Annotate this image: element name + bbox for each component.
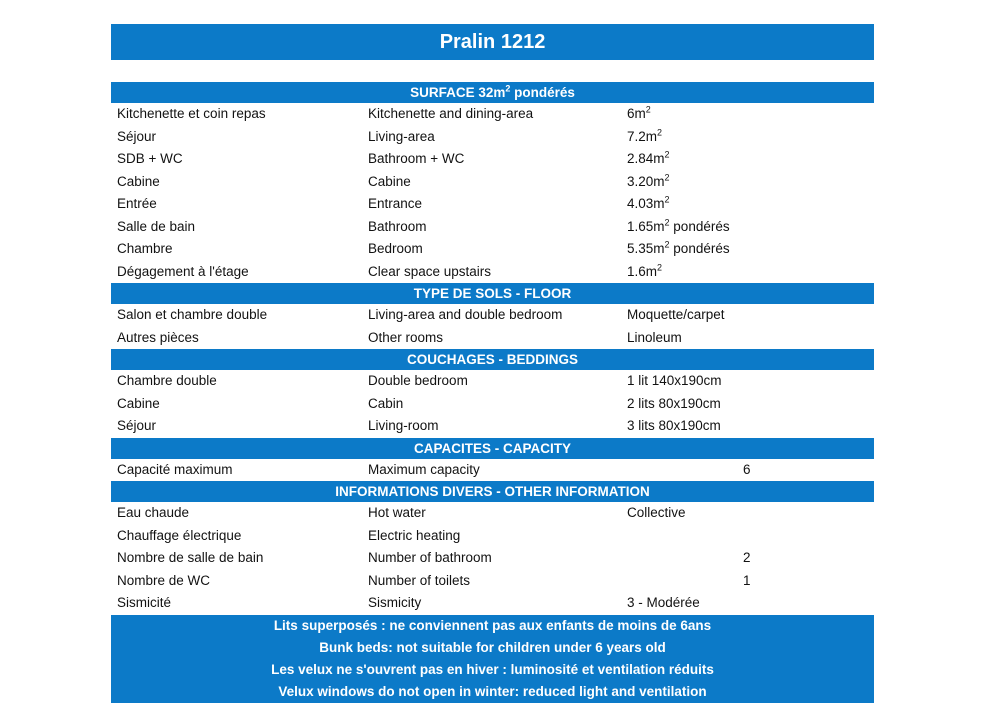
value-number: [743, 393, 874, 416]
value-number: [743, 238, 874, 261]
value-number: [743, 502, 874, 525]
value-number: 2: [743, 550, 751, 565]
table-row: [111, 261, 874, 284]
label-fr: Entrée: [117, 196, 157, 211]
value-number: [743, 103, 874, 126]
value-number: [743, 261, 874, 284]
label-en: Clear space upstairs: [368, 263, 492, 279]
section-capacity: [111, 438, 874, 482]
value-text: Linoleum: [627, 329, 682, 345]
value-text: 3 lits 80x190cm: [627, 418, 721, 433]
value-cell: [627, 103, 743, 126]
value-number: [743, 193, 874, 216]
footer-note-line: Les velux ne s'ouvrent pas en hiver : luminosité et ventilation réduits: [271, 661, 714, 677]
value-number: [743, 327, 874, 350]
label-fr: Chambre: [117, 241, 173, 256]
section-beddings: [111, 349, 874, 438]
label-fr: Nombre de salle de bain: [117, 550, 264, 565]
value-number: [743, 126, 874, 149]
section-header-text: COUCHAGES - BEDDINGS: [406, 352, 578, 367]
label-en: Bathroom + WC: [368, 151, 465, 166]
label-fr: Sismicité: [117, 595, 172, 610]
value-number: 1: [743, 572, 751, 588]
value-number: [743, 415, 874, 438]
section-header-beddings: [111, 349, 874, 370]
label-en: Living-area and double bedroom: [368, 307, 563, 322]
value-cell: [627, 547, 743, 570]
label-en: Sismicity: [368, 595, 422, 610]
table-row: [111, 592, 874, 615]
table-row: [111, 415, 874, 438]
value-text: 2 lits 80x190cm: [627, 395, 721, 411]
table-row: [111, 171, 874, 194]
page-title: Pralin 1212: [111, 24, 874, 60]
label-en: Cabine: [368, 173, 411, 189]
value-text: Collective: [627, 505, 686, 520]
label-fr: SDB + WC: [117, 151, 183, 166]
value-number: [743, 148, 874, 171]
label-en: Living-area: [368, 128, 435, 144]
info-sheet: [111, 24, 874, 703]
label-fr: Autres pièces: [117, 329, 199, 345]
value-sup: 2: [664, 194, 670, 205]
value-cell: [627, 238, 743, 261]
table-row: [111, 525, 874, 548]
value-sup: 2: [657, 262, 663, 272]
table-row: [111, 393, 874, 416]
label-en: Number of bathroom: [368, 550, 492, 565]
section-other-info: [111, 481, 874, 615]
table-row: [111, 103, 874, 126]
label-fr: Salle de bain: [117, 218, 196, 234]
value-number: 6: [743, 461, 751, 477]
value-cell: [627, 126, 743, 149]
label-en: Number of toilets: [368, 572, 471, 588]
value-sup: 2: [657, 127, 663, 137]
value-number: [743, 592, 874, 615]
value-cell: [627, 327, 743, 350]
table-row: [111, 126, 874, 149]
value-text: Moquette/carpet: [627, 307, 725, 322]
label-fr: Séjour: [117, 128, 157, 144]
footer-note-line: Lits superposés : ne conviennent pas aux enfants de moins de 6ans: [273, 617, 712, 633]
label-fr: Capacité maximum: [117, 461, 233, 477]
label-en: Kitchenette and dining-area: [368, 106, 534, 121]
table-row: [111, 327, 874, 350]
footer-note-line: Bunk beds: not suitable for children under 6 years old: [319, 639, 666, 655]
label-en: Double bedroom: [368, 373, 468, 388]
label-fr: Cabine: [117, 173, 160, 189]
section-floor: [111, 283, 874, 349]
value-cell: [627, 459, 743, 482]
value-number: [743, 304, 874, 327]
value-text: 1.6m: [627, 263, 658, 279]
value-text: 3.20m: [627, 173, 665, 189]
value-sup: 2: [664, 149, 670, 160]
section-header-capacity: [111, 438, 874, 459]
label-fr: Kitchenette et coin repas: [117, 106, 266, 121]
value-text: 4.03m: [627, 196, 665, 211]
footer-note-line: Velux windows do not open in winter: reduced light and ventilation: [278, 683, 707, 699]
value-suffix: pondérés: [669, 241, 730, 256]
section-header-other-info: [111, 481, 874, 502]
value-text: 2.84m: [627, 151, 665, 166]
value-text: 5.35m: [627, 241, 665, 256]
value-cell: [627, 370, 743, 393]
table-row: [111, 570, 874, 593]
section-surface: [111, 82, 874, 283]
table-row: [111, 547, 874, 570]
table-row: [111, 148, 874, 171]
value-number: [743, 525, 874, 548]
value-text: 7.2m: [627, 128, 658, 144]
label-en: Other rooms: [368, 329, 444, 345]
value-cell: [627, 304, 743, 327]
label-en: Maximum capacity: [368, 461, 480, 477]
section-header-sup: 2: [505, 83, 511, 94]
section-header-suffix: pondérés: [510, 85, 575, 100]
section-header-text: SURFACE 32m: [410, 85, 506, 100]
label-fr: Dégagement à l'étage: [117, 263, 249, 279]
label-fr: Chambre double: [117, 373, 217, 388]
table-row: [111, 193, 874, 216]
label-en: Living-room: [368, 418, 439, 433]
value-cell: [627, 570, 743, 593]
value-cell: [627, 525, 743, 548]
label-fr: Eau chaude: [117, 505, 190, 520]
value-sup: 2: [664, 172, 670, 182]
value-cell: [627, 216, 743, 239]
value-text: 3 - Modérée: [627, 595, 700, 610]
value-cell: [627, 502, 743, 525]
table-row: [111, 238, 874, 261]
section-header-text: CAPACITES - CAPACITY: [413, 440, 571, 456]
label-fr: Séjour: [117, 418, 157, 433]
label-fr: Nombre de WC: [117, 572, 211, 588]
label-en: Hot water: [368, 505, 426, 520]
label-en: Cabin: [368, 395, 404, 411]
table-row: [111, 370, 874, 393]
label-en: Electric heating: [368, 527, 461, 543]
table-row: [111, 304, 874, 327]
label-en: Entrance: [368, 196, 423, 211]
label-en: Bathroom: [368, 218, 427, 234]
value-sup: 2: [664, 217, 670, 227]
value-suffix: pondérés: [669, 218, 730, 234]
table-row: [111, 502, 874, 525]
value-cell: [627, 261, 743, 284]
section-header-floor: [111, 283, 874, 304]
value-sup: 2: [664, 239, 670, 250]
value-cell: [627, 393, 743, 416]
label-en: Bedroom: [368, 241, 423, 256]
value-cell: [627, 193, 743, 216]
value-cell: [627, 592, 743, 615]
value-text: 6m: [627, 106, 646, 121]
label-fr: Salon et chambre double: [117, 307, 268, 322]
table-row: [111, 459, 874, 482]
value-cell: [627, 148, 743, 171]
value-cell: [627, 171, 743, 194]
value-number: [743, 216, 874, 239]
value-cell: [627, 415, 743, 438]
label-fr: Chauffage électrique: [117, 527, 242, 543]
value-number: [743, 370, 874, 393]
value-text: 1 lit 140x190cm: [627, 373, 722, 388]
footer-notes: [111, 615, 874, 703]
value-number: [743, 171, 874, 194]
value-text: 1.65m: [627, 218, 665, 234]
section-header-surface: [111, 82, 874, 103]
section-header-text: INFORMATIONS DIVERS - OTHER INFORMATION: [335, 484, 650, 499]
label-fr: Cabine: [117, 395, 160, 411]
section-header-text: TYPE DE SOLS - FLOOR: [413, 286, 572, 301]
table-row: [111, 216, 874, 239]
value-sup: 2: [645, 104, 651, 115]
